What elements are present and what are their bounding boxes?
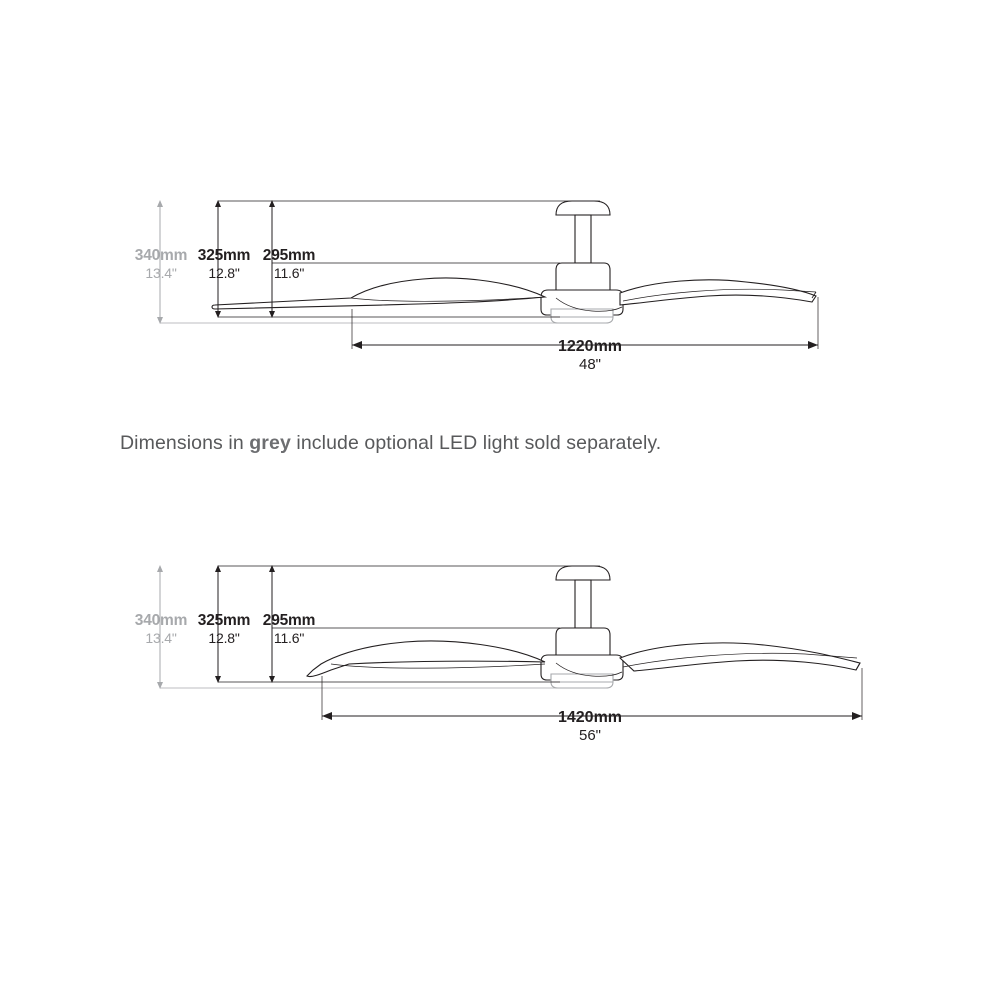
dimension-mm: 340mm bbox=[134, 247, 188, 264]
note-suffix: include optional LED light sold separately. bbox=[290, 432, 662, 454]
dimension-mm: 325mm bbox=[197, 612, 251, 629]
grey-dimensions-note bbox=[120, 432, 661, 455]
dimension-height-to-blade-bottom bbox=[189, 612, 259, 646]
dimension-height-to-motor-bottom bbox=[254, 247, 324, 281]
dimension-blade-span bbox=[515, 337, 665, 374]
dimension-inch: 56" bbox=[578, 727, 601, 745]
dimension-overall-height-with-light bbox=[126, 612, 196, 646]
dimension-inch: 13.4" bbox=[145, 264, 177, 281]
ceiling-fan-48-inch-elevation bbox=[0, 185, 1000, 415]
dimension-inch: 11.6" bbox=[273, 629, 305, 646]
dimension-inch: 13.4" bbox=[145, 629, 177, 646]
dimension-mm: 340mm bbox=[134, 612, 188, 629]
note-prefix: Dimensions in bbox=[120, 432, 250, 454]
dimension-mm: 295mm bbox=[262, 247, 316, 264]
dimension-inch: 12.8" bbox=[208, 629, 240, 646]
dimension-height-to-blade-bottom bbox=[189, 247, 259, 281]
dimension-overall-height-with-light bbox=[126, 247, 196, 281]
dimension-mm: 295mm bbox=[262, 612, 316, 629]
fan-48-drawing bbox=[0, 185, 1000, 415]
dimension-mm: 1220mm bbox=[557, 338, 623, 355]
ceiling-fan-56-inch-elevation bbox=[0, 550, 1000, 780]
note-emphasis: grey bbox=[249, 432, 291, 454]
dimension-height-to-motor-bottom bbox=[254, 612, 324, 646]
fan-56-drawing bbox=[0, 550, 1000, 780]
dimension-inch: 48" bbox=[578, 356, 601, 374]
dimension-inch: 12.8" bbox=[208, 264, 240, 281]
dimension-inch: 11.6" bbox=[273, 264, 305, 281]
dimension-mm: 325mm bbox=[197, 247, 251, 264]
dimension-blade-span bbox=[515, 708, 665, 745]
dimension-mm: 1420mm bbox=[557, 709, 623, 726]
